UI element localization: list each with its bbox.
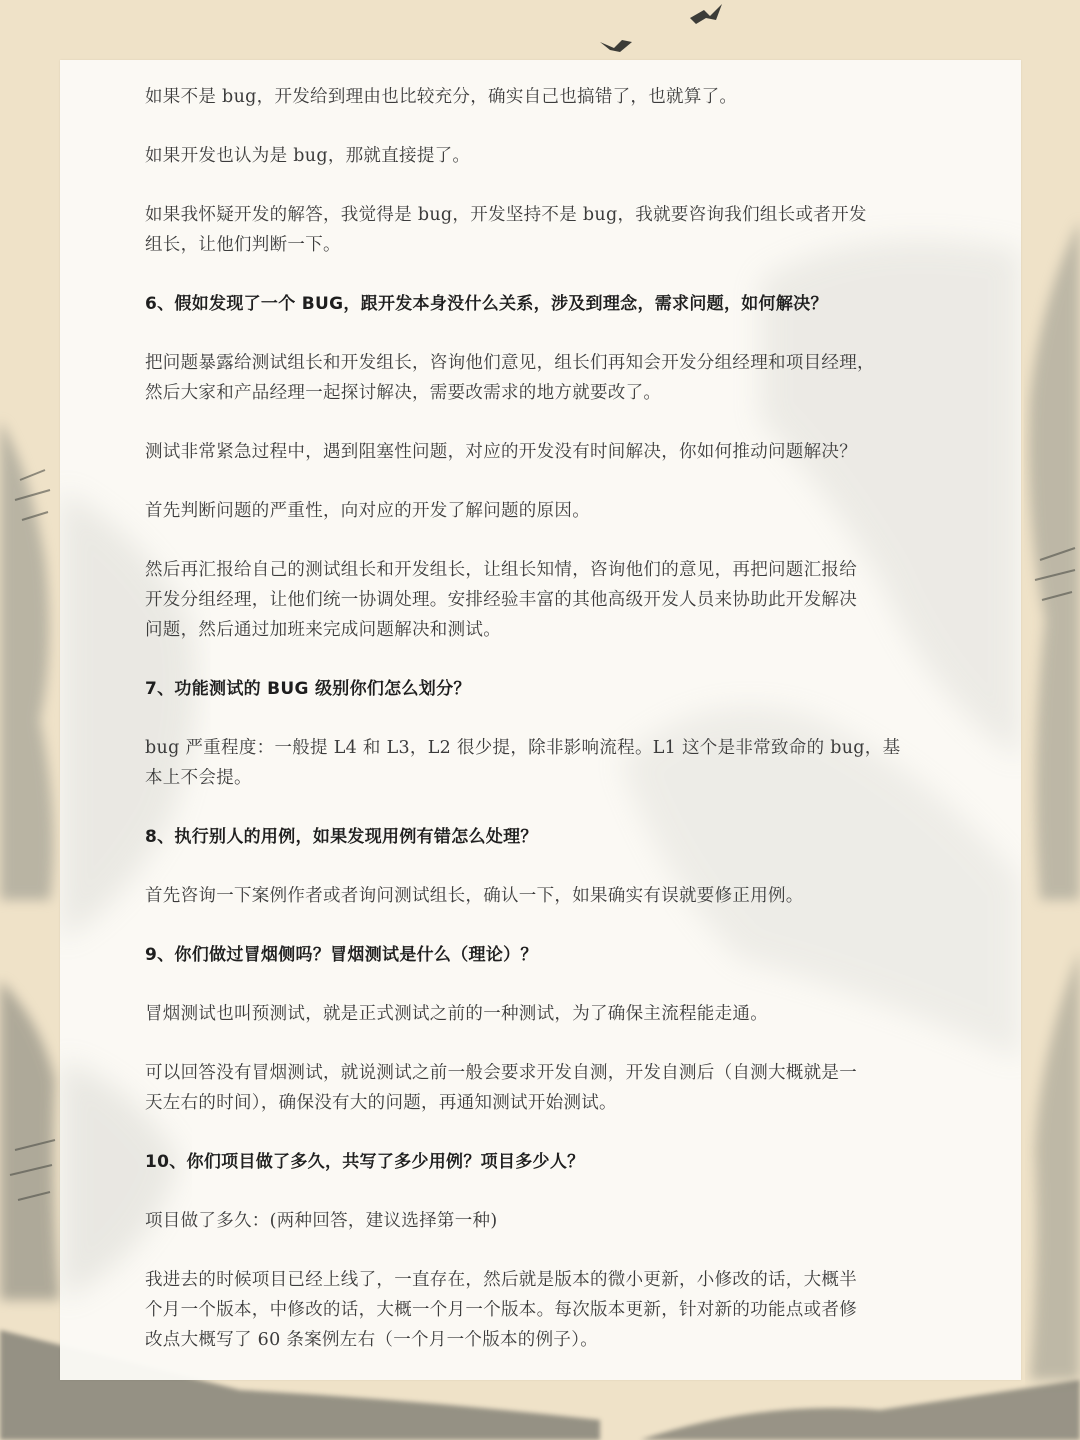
answer-6 — [145, 348, 945, 408]
answer-urgent-2 — [145, 555, 945, 645]
text-line: 改点大概写了 60 条案例左右（一个月一个版本的例子）。 — [145, 1330, 599, 1350]
text-line: 如果开发也认为是 bug，那就直接提了。 — [145, 146, 471, 166]
text-line: 如果我怀疑开发的解答，我觉得是 bug，开发坚持不是 bug，我就要咨询我们组长或者开发 — [145, 205, 867, 225]
text-line: 项目做了多久：(两种回答，建议选择第一种) — [145, 1211, 498, 1231]
text-line: 天左右的时间），确保没有大的问题，再通知测试开始测试。 — [145, 1093, 617, 1113]
text-line: 开发分组经理，让他们统一协调处理。安排经验丰富的其他高级开发人员来协助此开发解决 — [145, 590, 857, 610]
answer-10-2 — [145, 1265, 945, 1355]
text-line: 组长，让他们判断一下。 — [145, 235, 341, 255]
text-line: 如果不是 bug，开发给到理由也比较充分，确实自己也搞错了，也就算了。 — [145, 87, 738, 107]
text-line: 7、功能测试的 BUG 级别你们怎么划分？ — [145, 679, 471, 699]
question-10-heading — [145, 1147, 945, 1177]
question-7-heading — [145, 674, 945, 704]
text-line: 10、你们项目做了多久，共写了多少用例？项目多少人？ — [145, 1152, 585, 1172]
text-line: 把问题暴露给测试组长和开发组长，咨询他们意见，组长们再知会开发分组经理和项目经理， — [145, 353, 875, 373]
paragraph-1 — [145, 82, 945, 112]
document-page — [60, 60, 1021, 1380]
paragraph-3 — [145, 200, 945, 260]
text-line: 首先咨询一下案例作者或者询问测试组长，确认一下，如果确实有误就要修正用例。 — [145, 886, 804, 906]
subquestion-urgent — [145, 437, 945, 467]
text-line: 个月一个版本，中修改的话，大概一个月一个版本。每次版本更新，针对新的功能点或者修 — [145, 1300, 857, 1320]
answer-9-2 — [145, 1058, 945, 1118]
question-8-heading — [145, 822, 945, 852]
text-line: 可以回答没有冒烟测试，就说测试之前一般会要求开发自测，开发自测后（自测大概就是一 — [145, 1063, 857, 1083]
text-line: 本上不会提。 — [145, 768, 252, 788]
text-line: bug 严重程度：一般提 L4 和 L3，L2 很少提，除非影响流程。L1 这个是非常致命的 bug，基 — [145, 738, 901, 758]
text-line: 问题，然后通过加班来完成问题解决和测试。 — [145, 620, 501, 640]
text-line: 测试非常紧急过程中，遇到阻塞性问题，对应的开发没有时间解决，你如何推动问题解决？ — [145, 442, 857, 462]
answer-urgent-1 — [145, 496, 945, 526]
text-line: 8、执行别人的用例，如果发现用例有错怎么处理？ — [145, 827, 538, 847]
document-content — [145, 82, 945, 1355]
question-9-heading — [145, 940, 945, 970]
question-6-heading — [145, 289, 945, 319]
paragraph-2 — [145, 141, 945, 171]
text-line: 我进去的时候项目已经上线了，一直存在，然后就是版本的微小更新，小修改的话，大概半 — [145, 1270, 857, 1290]
answer-10-1 — [145, 1206, 945, 1236]
text-line: 然后大家和产品经理一起探讨解决，需要改需求的地方就要改了。 — [145, 383, 662, 403]
answer-7 — [145, 733, 945, 793]
text-line: 然后再汇报给自己的测试组长和开发组长，让组长知情，咨询他们的意见，再把问题汇报给 — [145, 560, 857, 580]
text-line: 6、假如发现了一个 BUG，跟开发本身没什么关系，涉及到理念，需求问题，如何解决？ — [145, 294, 828, 314]
answer-8 — [145, 881, 945, 911]
text-line: 冒烟测试也叫预测试，就是正式测试之前的一种测试，为了确保主流程能走通。 — [145, 1004, 768, 1024]
answer-9-1 — [145, 999, 945, 1029]
text-line: 首先判断问题的严重性，向对应的开发了解问题的原因。 — [145, 501, 590, 521]
birds — [600, 4, 722, 52]
text-line: 9、你们做过冒烟侧吗？冒烟测试是什么（理论）？ — [145, 945, 538, 965]
